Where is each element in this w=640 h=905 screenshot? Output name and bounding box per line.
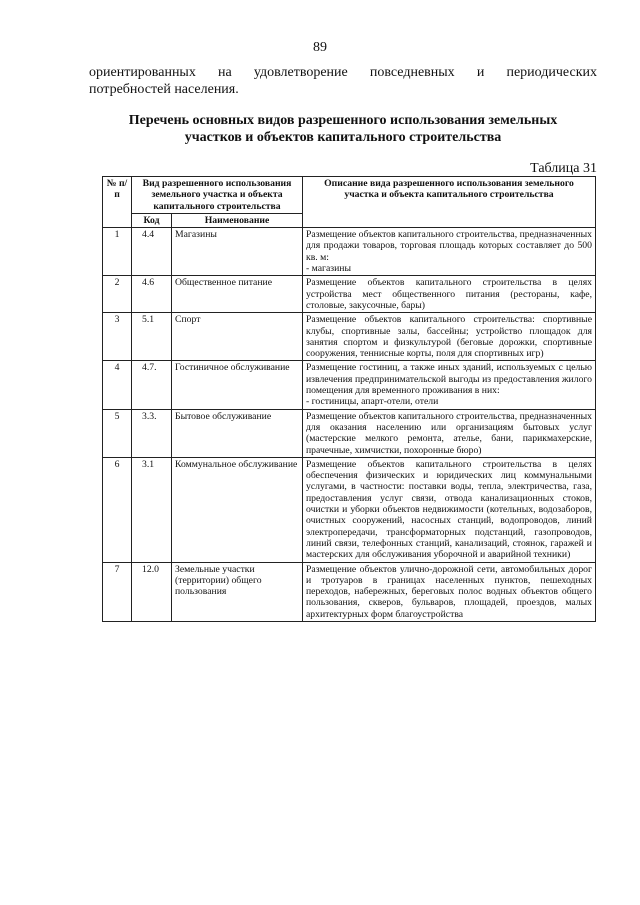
description-line: Размещение объектов капитального строительства в целях обеспечения физических и юридических лиц коммунальными услугами, в частности: поставки воды, тепла, электричества, газа, предоставления услуг связи, отвода канализационных стоков, очистки и уборки объектов недвижимости (котельных, водозаборов, очистных сооружений, насосных станций, водопроводов, линий электропередачи, трансформаторных подстанций, газопроводов, линий связи, телефонных станций, канализаций, стоянок, гаражей и мастерских для обслуживания уборочной и аварийной техники) — [306, 458, 592, 561]
land-use-table — [102, 176, 596, 622]
heading-line-1: Перечень основных видов разрешенного использования земельных — [128, 113, 558, 128]
table-row — [103, 457, 596, 562]
table-row — [103, 562, 596, 621]
cell-num: 7 — [103, 562, 132, 621]
description-line: - гостиницы, апарт-отели, отели — [306, 396, 439, 408]
description-line: Размещение гостиниц, а также иных зданий, используемых с целью извлечения предпринимательской выгоды из предоставления жилого помещения для временного проживания в них: — [306, 362, 592, 397]
table-row — [103, 228, 596, 276]
cell-num: 4 — [103, 361, 132, 409]
intro-line-2: потребностей населения. — [89, 82, 239, 97]
description-line: - магазины — [306, 263, 351, 275]
cell-description — [303, 361, 596, 409]
table-row — [103, 361, 596, 409]
description-line: Размещение объектов улично-дорожной сети, автомобильных дорог и тротуаров в границах населенных пунктов, пешеходных переходов, набережных, береговых полос водных объектов общего пользования, скверов, бульваров, площадей, проездов, малых архитектурных форм благоустройства — [306, 563, 592, 620]
table-row — [103, 409, 596, 457]
cell-name: Общественное питание — [172, 276, 303, 313]
cell-code: 3.1 — [132, 457, 172, 562]
header-description: Описание вида разрешенного использования земельного участка и объекта капитального строительства — [303, 177, 596, 228]
cell-code: 4.7. — [132, 361, 172, 409]
cell-name: Спорт — [172, 313, 303, 361]
cell-num: 1 — [103, 228, 132, 276]
table-caption: Таблица 31 — [530, 161, 597, 176]
description-line: Размещение объектов капитального строительства, предназначенных для оказания населению или организациям бытовых услуг (мастерские мелкого ремонта, ателье, бани, парикмахерские, прачечные, химчистки, похоронные бюро) — [306, 410, 592, 456]
header-code: Код — [132, 213, 172, 227]
description-line: Размещение объектов капитального строительства: спортивные клубы, спортивные залы, бассейны; устройство площадок для занятия спортом и физкультурой (беговые дорожки, спортивные сооружения, теннисные корты, поля для спортивных игр) — [306, 314, 592, 360]
cell-code: 4.6 — [132, 276, 172, 313]
cell-num: 3 — [103, 313, 132, 361]
cell-description — [303, 409, 596, 457]
description-line: Размещение объектов капитального строительства, предназначенных для продажи товаров, торговая площадь которых составляет до 500 кв. м: — [306, 229, 592, 263]
cell-name: Земельные участки (территории) общего пользования — [172, 562, 303, 621]
cell-num: 2 — [103, 276, 132, 313]
cell-num: 6 — [103, 457, 132, 562]
cell-code: 12.0 — [132, 562, 172, 621]
cell-name: Гостиничное обслуживание — [172, 361, 303, 409]
description-line: Размещение объектов капитального строительства в целях устройства мест общественного питания (рестораны, кафе, столовые, закусочные, бары) — [306, 277, 592, 311]
table-body — [103, 228, 596, 622]
cell-name: Бытовое обслуживание — [172, 409, 303, 457]
cell-description — [303, 276, 596, 313]
cell-description — [303, 457, 596, 562]
section-heading — [89, 112, 597, 146]
cell-num: 5 — [103, 409, 132, 457]
cell-code: 3.3. — [132, 409, 172, 457]
intro-paragraph — [89, 64, 597, 98]
table-row — [103, 313, 596, 361]
header-num: № п/п — [103, 177, 132, 228]
heading-line-2: участков и объектов капитального строительства — [184, 130, 502, 145]
header-kind: Вид разрешенного использования земельного участка и объекта капитального строительства — [132, 177, 303, 214]
cell-description — [303, 313, 596, 361]
cell-name: Магазины — [172, 228, 303, 276]
page-number: 89 — [313, 40, 327, 55]
header-name: Наименование — [172, 213, 303, 227]
cell-description — [303, 562, 596, 621]
intro-line-1: ориентированных на удовлетворение повседневных и периодических — [89, 65, 597, 80]
table-row — [103, 276, 596, 313]
cell-code: 5.1 — [132, 313, 172, 361]
cell-code: 4.4 — [132, 228, 172, 276]
cell-description — [303, 228, 596, 276]
cell-name: Коммунальное обслуживание — [172, 457, 303, 562]
